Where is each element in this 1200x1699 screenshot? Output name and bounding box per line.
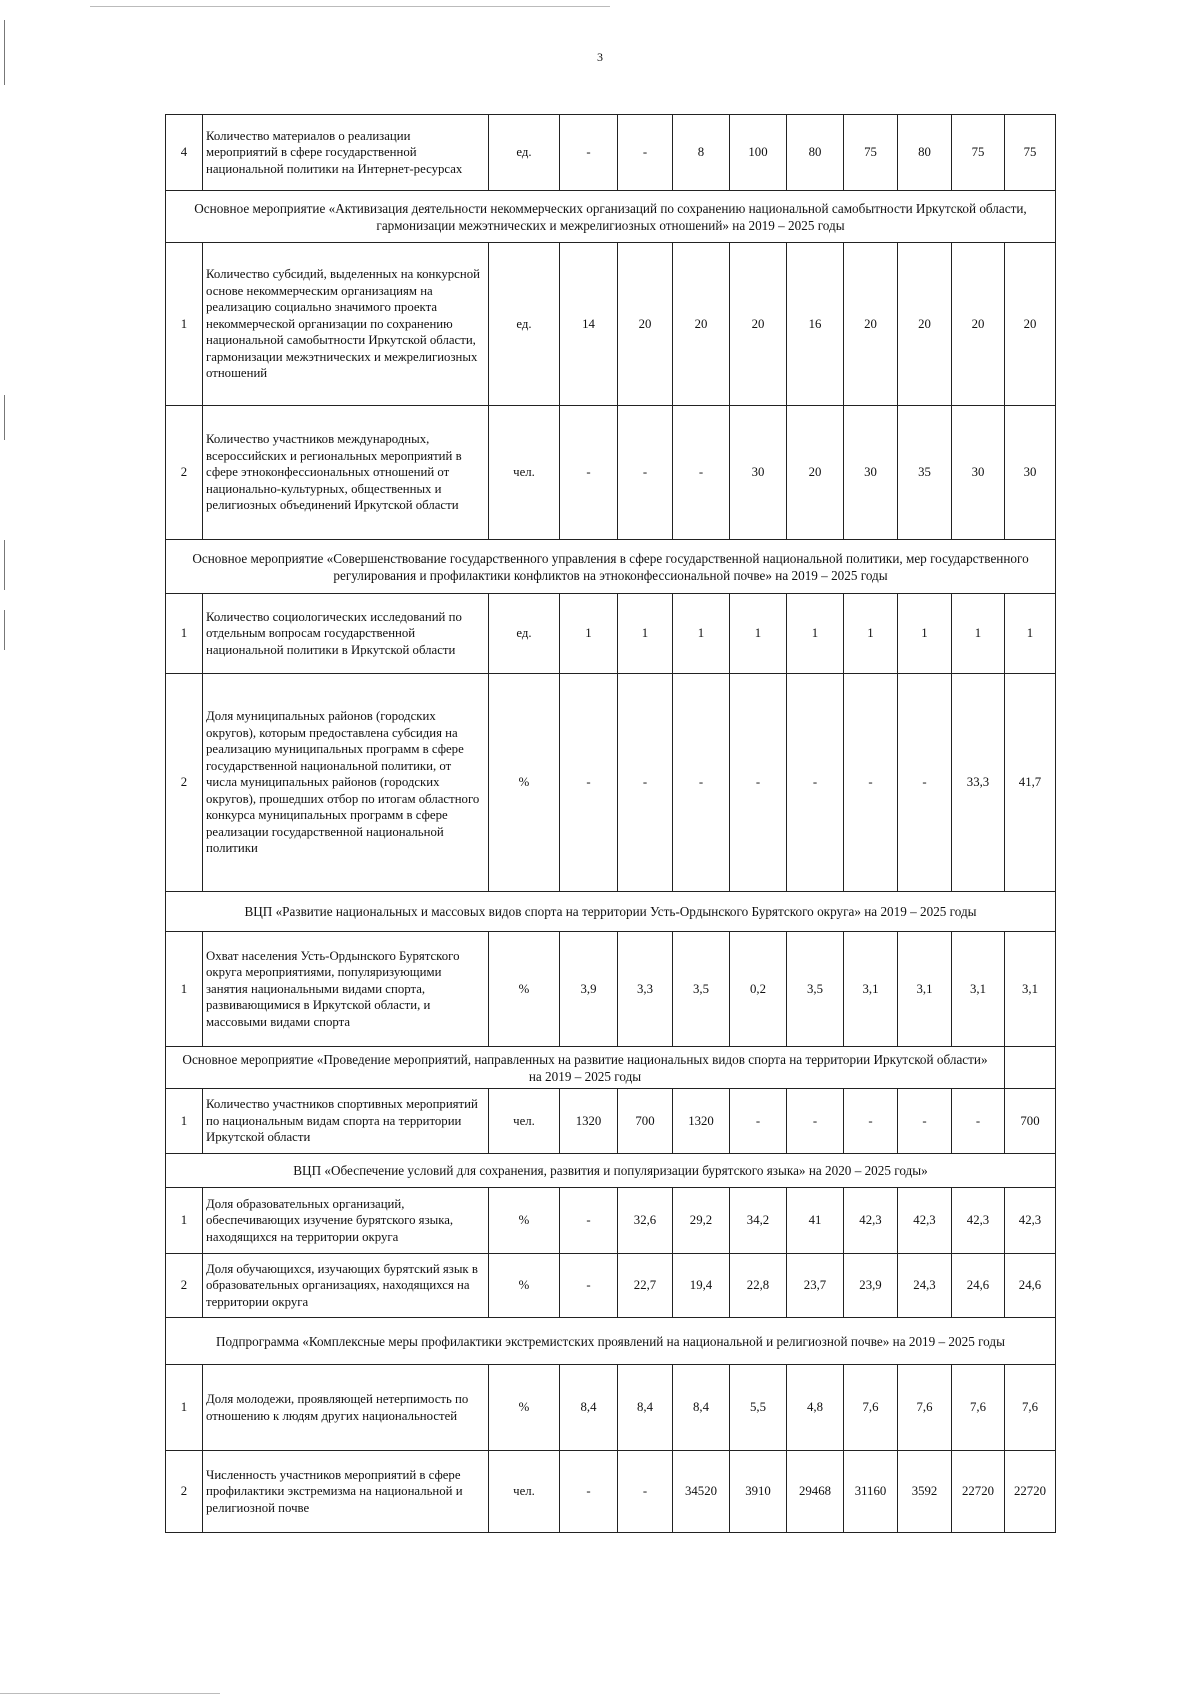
value-cell: 1 (787, 594, 844, 674)
value-cell: 29,2 (673, 1188, 730, 1254)
value-cell: - (618, 406, 673, 540)
section-heading: ВЦП «Обеспечение условий для сохранения, развития и популяризации бурятского языка» на 2020 – 2025 годы» (166, 1154, 1056, 1188)
value-cell: 20 (844, 243, 898, 406)
value-cell: 42,3 (952, 1188, 1005, 1254)
row-number: 1 (166, 243, 203, 406)
value-cell: - (730, 674, 787, 892)
section-row (166, 1154, 1056, 1188)
value-cell: 20 (730, 243, 787, 406)
table-row (166, 932, 1056, 1047)
table-row (166, 594, 1056, 674)
value-cell: 5,5 (730, 1365, 787, 1451)
value-cell: - (560, 674, 618, 892)
page-number: 3 (597, 50, 603, 64)
value-cell: 700 (618, 1089, 673, 1154)
row-number: 2 (166, 406, 203, 540)
value-cell: 41,7 (1005, 674, 1056, 892)
section-heading: ВЦП «Развитие национальных и массовых видов спорта на территории Усть-Ордынского Бурятского округа» на 2019 – 2025 годы (166, 892, 1056, 932)
section-row (166, 892, 1056, 932)
value-cell: 30 (730, 406, 787, 540)
value-cell: 100 (730, 115, 787, 191)
value-cell: 80 (898, 115, 952, 191)
scan-edge-mark (90, 6, 610, 7)
indicators-table (165, 114, 1056, 1533)
value-cell: 1 (618, 594, 673, 674)
row-number: 1 (166, 932, 203, 1047)
value-cell: 3592 (898, 1451, 952, 1533)
value-cell: 41 (787, 1188, 844, 1254)
value-cell: 8 (673, 115, 730, 191)
value-cell: 3910 (730, 1451, 787, 1533)
indicator-name: Численность участников мероприятий в сфере профилактики экстремизма на национальной и религиозной почве (203, 1451, 489, 1533)
unit-cell: ед. (489, 594, 560, 674)
value-cell: 7,6 (1005, 1365, 1056, 1451)
value-cell: 22720 (1005, 1451, 1056, 1533)
indicator-name: Доля молодежи, проявляющей нетерпимость по отношению к людям других национальностей (203, 1365, 489, 1451)
value-cell: 8,4 (673, 1365, 730, 1451)
value-cell: 20 (898, 243, 952, 406)
value-cell: 34520 (673, 1451, 730, 1533)
value-cell: - (787, 674, 844, 892)
value-cell: 20 (673, 243, 730, 406)
value-cell: 30 (1005, 406, 1056, 540)
value-cell: 1 (730, 594, 787, 674)
value-cell: - (730, 1089, 787, 1154)
value-cell: 75 (952, 115, 1005, 191)
table-row (166, 1254, 1056, 1318)
scan-edge-mark (4, 20, 5, 85)
unit-cell: % (489, 1188, 560, 1254)
row-number: 1 (166, 1188, 203, 1254)
indicator-name: Количество социологических исследований по отдельным вопросам государственной национальной политики в Иркутской области (203, 594, 489, 674)
value-cell: - (673, 406, 730, 540)
value-cell: 3,3 (618, 932, 673, 1047)
section-row (166, 1318, 1056, 1365)
value-cell: 20 (787, 406, 844, 540)
value-cell: 30 (952, 406, 1005, 540)
value-cell: 0,2 (730, 932, 787, 1047)
value-cell: 1 (952, 594, 1005, 674)
value-cell: 20 (952, 243, 1005, 406)
row-number: 2 (166, 1254, 203, 1318)
value-cell: 20 (618, 243, 673, 406)
value-cell: 42,3 (898, 1188, 952, 1254)
value-cell: 3,9 (560, 932, 618, 1047)
value-cell: 42,3 (1005, 1188, 1056, 1254)
row-number: 1 (166, 1089, 203, 1154)
scan-edge-mark (4, 610, 5, 650)
table-row (166, 1365, 1056, 1451)
table-row (166, 1451, 1056, 1533)
value-cell: 1 (560, 594, 618, 674)
value-cell: - (898, 1089, 952, 1154)
value-cell: 1 (898, 594, 952, 674)
row-number: 2 (166, 1451, 203, 1533)
value-cell: 14 (560, 243, 618, 406)
scan-edge-mark (4, 540, 5, 590)
value-cell: 22,8 (730, 1254, 787, 1318)
value-cell: - (898, 674, 952, 892)
value-cell: 24,6 (1005, 1254, 1056, 1318)
value-cell: 19,4 (673, 1254, 730, 1318)
value-cell: 24,6 (952, 1254, 1005, 1318)
value-cell: 22,7 (618, 1254, 673, 1318)
value-cell: 1 (673, 594, 730, 674)
unit-cell: чел. (489, 406, 560, 540)
value-cell: 24,3 (898, 1254, 952, 1318)
section-row (166, 1047, 1056, 1089)
value-cell: - (618, 674, 673, 892)
value-cell: - (844, 1089, 898, 1154)
value-cell: 34,2 (730, 1188, 787, 1254)
section-row (166, 191, 1056, 243)
value-cell: 75 (1005, 115, 1056, 191)
section-heading: Подпрограмма «Комплексные меры профилактики экстремистских проявлений на национальной и религиозной почве» на 2019 – 2025 годы (166, 1318, 1056, 1365)
unit-cell: чел. (489, 1089, 560, 1154)
indicator-name: Доля обучающихся, изучающих бурятский язык в образовательных организациях, находящихся на территории округа (203, 1254, 489, 1318)
row-number: 1 (166, 594, 203, 674)
unit-cell: % (489, 1254, 560, 1318)
value-cell: 16 (787, 243, 844, 406)
value-cell: 29468 (787, 1451, 844, 1533)
indicator-name: Количество участников международных, всероссийских и региональных мероприятий в сфере этноконфессиональных отношений от национально-культурных, общественных и религиозных объединений Иркутской области (203, 406, 489, 540)
table-row (166, 1089, 1056, 1154)
value-cell: - (787, 1089, 844, 1154)
value-cell: 700 (1005, 1089, 1056, 1154)
value-cell: 3,1 (1005, 932, 1056, 1047)
value-cell: 8,4 (618, 1365, 673, 1451)
value-cell: - (618, 1451, 673, 1533)
value-cell: 4,8 (787, 1365, 844, 1451)
value-cell: - (560, 406, 618, 540)
table-row (166, 406, 1056, 540)
value-cell: 75 (844, 115, 898, 191)
section-heading: Основное мероприятие «Активизация деятельности некоммерческих организаций по сохранению национальной самобытности Иркутской области, гармонизации межэтнических и межрелигиозных отношений» на 2019 – 2025 годы (166, 191, 1056, 243)
unit-cell: % (489, 1365, 560, 1451)
unit-cell: % (489, 674, 560, 892)
value-cell: - (560, 1254, 618, 1318)
row-number: 2 (166, 674, 203, 892)
unit-cell: ед. (489, 243, 560, 406)
value-cell: - (673, 674, 730, 892)
table-row (166, 674, 1056, 892)
value-cell: 3,5 (673, 932, 730, 1047)
value-cell: 1320 (673, 1089, 730, 1154)
value-cell: 3,1 (898, 932, 952, 1047)
value-cell: 80 (787, 115, 844, 191)
value-cell: 1320 (560, 1089, 618, 1154)
unit-cell: ед. (489, 115, 560, 191)
table-row (166, 243, 1056, 406)
value-cell: - (560, 1188, 618, 1254)
section-row (166, 540, 1056, 594)
value-cell: - (844, 674, 898, 892)
value-cell: 31160 (844, 1451, 898, 1533)
value-cell: 7,6 (898, 1365, 952, 1451)
unit-cell: % (489, 932, 560, 1047)
value-cell: 3,5 (787, 932, 844, 1047)
section-heading: Основное мероприятие «Проведение мероприятий, направленных на развитие национальных видов спорта на территории Иркутской области» на 2019 – 2025 годы (166, 1047, 1005, 1089)
value-cell: 7,6 (844, 1365, 898, 1451)
value-cell: 33,3 (952, 674, 1005, 892)
value-cell: 32,6 (618, 1188, 673, 1254)
table-row (166, 1188, 1056, 1254)
scan-edge-mark (0, 1693, 220, 1694)
value-cell: 20 (1005, 243, 1056, 406)
value-cell: 30 (844, 406, 898, 540)
value-cell: - (618, 115, 673, 191)
table-row (166, 115, 1056, 191)
value-cell: 23,7 (787, 1254, 844, 1318)
value-cell: - (560, 115, 618, 191)
value-cell: - (560, 1451, 618, 1533)
value-cell: 3,1 (952, 932, 1005, 1047)
indicator-name: Доля образовательных организаций, обеспечивающих изучение бурятского языка, находящихся на территории округа (203, 1188, 489, 1254)
value-cell: 3,1 (844, 932, 898, 1047)
value-cell: 42,3 (844, 1188, 898, 1254)
value-cell: 23,9 (844, 1254, 898, 1318)
scan-edge-mark (4, 395, 5, 440)
value-cell: 35 (898, 406, 952, 540)
indicator-name: Количество субсидий, выделенных на конкурсной основе некоммерческим организациям на реализацию социально значимого проекта некоммерческой организации по сохранению национальной самобытности Иркутской области, гармонизации межэтнических и межрелигиозных отношений (203, 243, 489, 406)
blank-cell (1005, 1047, 1056, 1089)
row-number: 4 (166, 115, 203, 191)
indicator-name: Охват населения Усть-Ордынского Бурятского округа мероприятиями, популяризующими занятия национальными видами спорта, развивающимися в Иркутской области, и массовыми видами спорта (203, 932, 489, 1047)
indicator-name: Доля муниципальных районов (городских округов), которым предоставлена субсидия на реализацию муниципальных программ в сфере государственной национальной политики, от числа муниципальных районов (городских округов), прошедших отбор по итогам областного конкурса муниципальных программ в сфере реализации государственной национальной политики (203, 674, 489, 892)
value-cell: 8,4 (560, 1365, 618, 1451)
unit-cell: чел. (489, 1451, 560, 1533)
value-cell: 1 (1005, 594, 1056, 674)
value-cell: - (952, 1089, 1005, 1154)
value-cell: 1 (844, 594, 898, 674)
indicator-name: Количество материалов о реализации мероприятий в сфере государственной национальной политики на Интернет-ресурсах (203, 115, 489, 191)
value-cell: 7,6 (952, 1365, 1005, 1451)
indicator-name: Количество участников спортивных мероприятий по национальным видам спорта на территории Иркутской области (203, 1089, 489, 1154)
row-number: 1 (166, 1365, 203, 1451)
section-heading: Основное мероприятие «Совершенствование государственного управления в сфере государственной национальной политики, мер государственного регулирования и профилактики конфликтов на этноконфессиональной почве» на 2019 – 2025 годы (166, 540, 1056, 594)
value-cell: 22720 (952, 1451, 1005, 1533)
